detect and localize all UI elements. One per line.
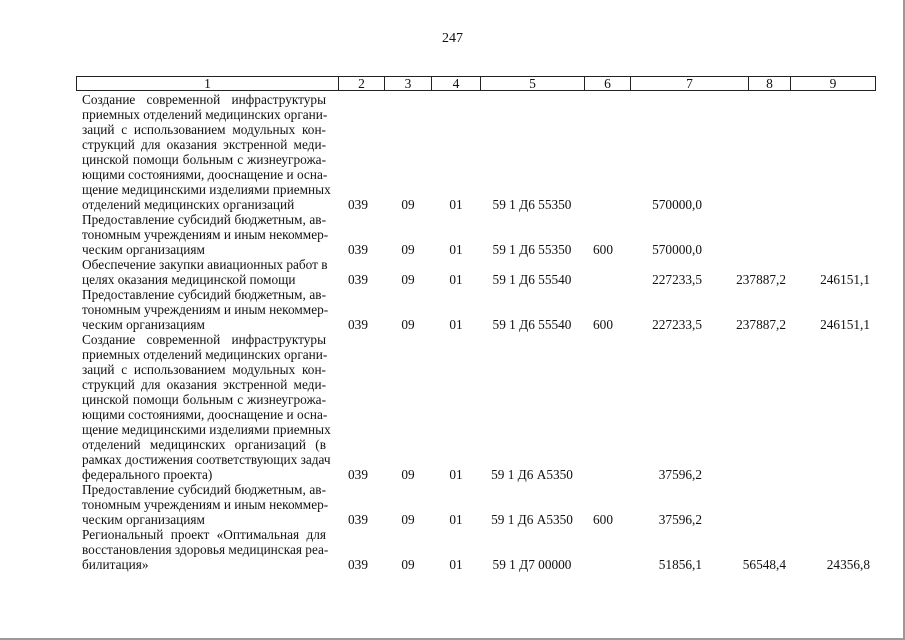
- cell-subsection: 01: [449, 512, 463, 527]
- desc-line: отделений медицинских организаций: [82, 197, 295, 212]
- desc-line: тономным учреждениям и иным некоммер-: [82, 227, 329, 242]
- row-description: [82, 257, 326, 287]
- row-description: [82, 332, 331, 482]
- desc-line: Создание современной инфраструктуры: [82, 332, 326, 347]
- row-description: [82, 92, 331, 212]
- header-col-5: 5: [481, 77, 585, 90]
- cell-subsection: 01: [449, 272, 463, 287]
- desc-line: Региональный проект «Оптимальная для: [82, 527, 326, 542]
- cell-ministry: 039: [348, 242, 368, 257]
- cell-amount-year-2: 237887,2: [736, 272, 786, 287]
- cell-subsection: 01: [449, 242, 463, 257]
- desc-line: щение медицинскими изделиями приемных: [82, 182, 331, 197]
- cell-section: 09: [401, 557, 415, 572]
- desc-line: ческим организациям: [82, 317, 205, 332]
- row-description: [82, 212, 329, 257]
- desc-line: билитация»: [82, 557, 149, 572]
- header-col-3: 3: [385, 77, 432, 90]
- cell-section: 09: [401, 242, 415, 257]
- cell-target-article: 59 1 Д6 А5350: [491, 512, 573, 527]
- header-col-9: 9: [829, 76, 837, 91]
- desc-line: федерального проекта): [82, 467, 213, 482]
- cell-target-article: 59 1 Д6 55540: [492, 317, 572, 332]
- desc-line: заций с использованием модульных кон-: [82, 122, 326, 137]
- cell-subsection: 01: [449, 197, 463, 212]
- cell-section: 09: [401, 317, 415, 332]
- cell-section: 09: [401, 512, 415, 527]
- desc-line: Обеспечение закупки авиационных работ в: [82, 257, 328, 272]
- desc-line: приемных отделений медицинских органи-: [82, 107, 328, 122]
- cell-section: 09: [401, 197, 415, 212]
- cell-expense-type: 600: [593, 512, 613, 527]
- desc-line: тономным учреждениям и иным некоммер-: [82, 302, 329, 317]
- header-col-8: 8: [749, 77, 791, 90]
- table-row: [76, 332, 876, 482]
- desc-line: ческим организациям: [82, 512, 205, 527]
- desc-line: тономным учреждениям и иным некоммер-: [82, 497, 329, 512]
- table-row: [76, 257, 876, 287]
- cell-subsection: 01: [449, 317, 463, 332]
- desc-line: Предоставление субсидий бюджетным, ав-: [82, 212, 326, 227]
- desc-line: ческим организациям: [82, 242, 205, 257]
- cell-amount-year-1: 227233,5: [652, 317, 702, 332]
- table-row: [76, 92, 876, 212]
- cell-target-article: 59 1 Д6 55350: [492, 242, 572, 257]
- cell-ministry: 039: [348, 512, 368, 527]
- header-col-6: 6: [585, 77, 631, 90]
- cell-subsection: 01: [449, 557, 463, 572]
- cell-amount-year-1: 51856,1: [658, 557, 702, 572]
- cell-amount-year-1: 570000,0: [652, 242, 702, 257]
- cell-target-article: 59 1 Д6 А5350: [491, 467, 573, 482]
- desc-line: струкций для оказания экстренной меди-: [82, 137, 326, 152]
- header-col-2: 2: [339, 77, 385, 90]
- table-row: [76, 482, 876, 527]
- cell-ministry: 039: [348, 317, 368, 332]
- desc-line: ющими состояниями, дооснащение и осна-: [82, 407, 328, 422]
- desc-line: приемных отделений медицинских органи-: [82, 347, 328, 362]
- row-description: [82, 482, 329, 527]
- table-row: [76, 287, 876, 332]
- desc-line: рамках достижения соответствующих задач: [82, 452, 331, 467]
- desc-line: цинской помощи больным с жизнеугрожа-: [82, 152, 326, 167]
- cell-ministry: 039: [348, 197, 368, 212]
- header-col-4: 4: [432, 77, 481, 90]
- desc-line: целях оказания медицинской помощи: [82, 272, 296, 287]
- table-row: [76, 527, 876, 572]
- cell-amount-year-1: 37596,2: [658, 512, 702, 527]
- cell-amount-year-3: 24356,8: [826, 557, 870, 572]
- cell-amount-year-3: 246151,1: [820, 317, 870, 332]
- desc-line: отделений медицинских организаций (в: [82, 437, 326, 452]
- cell-target-article: 59 1 Д7 00000: [492, 557, 572, 572]
- cell-amount-year-1: 37596,2: [658, 467, 702, 482]
- row-description: [82, 287, 329, 332]
- desc-line: Предоставление субсидий бюджетным, ав-: [82, 287, 326, 302]
- desc-line: ющими состояниями, дооснащение и осна-: [82, 167, 328, 182]
- cell-amount-year-1: 570000,0: [652, 197, 702, 212]
- cell-subsection: 01: [449, 467, 463, 482]
- cell-ministry: 039: [348, 272, 368, 287]
- page-number: 247: [442, 31, 463, 46]
- cell-target-article: 59 1 Д6 55350: [492, 197, 572, 212]
- table-row: [76, 212, 876, 257]
- cell-amount-year-2: 56548,4: [742, 557, 786, 572]
- cell-ministry: 039: [348, 467, 368, 482]
- header-col-7: 7: [631, 77, 749, 90]
- cell-expense-type: 600: [593, 317, 613, 332]
- cell-amount-year-1: 227233,5: [652, 272, 702, 287]
- desc-line: струкций для оказания экстренной меди-: [82, 377, 326, 392]
- header-col-1: 1: [77, 77, 339, 90]
- cell-section: 09: [401, 467, 415, 482]
- cell-section: 09: [401, 272, 415, 287]
- cell-ministry: 039: [348, 557, 368, 572]
- cell-target-article: 59 1 Д6 55540: [492, 272, 572, 287]
- desc-line: Предоставление субсидий бюджетным, ав-: [82, 482, 326, 497]
- desc-line: Создание современной инфраструктуры: [82, 92, 326, 107]
- desc-line: щение медицинскими изделиями приемных: [82, 422, 331, 437]
- table-header: [76, 76, 876, 91]
- desc-line: цинской помощи больным с жизнеугрожа-: [82, 392, 326, 407]
- cell-amount-year-3: 246151,1: [820, 272, 870, 287]
- row-description: [82, 527, 329, 572]
- desc-line: восстановления здоровья медицинская реа-: [82, 542, 329, 557]
- desc-line: заций с использованием модульных кон-: [82, 362, 326, 377]
- cell-expense-type: 600: [593, 242, 613, 257]
- cell-amount-year-2: 237887,2: [736, 317, 786, 332]
